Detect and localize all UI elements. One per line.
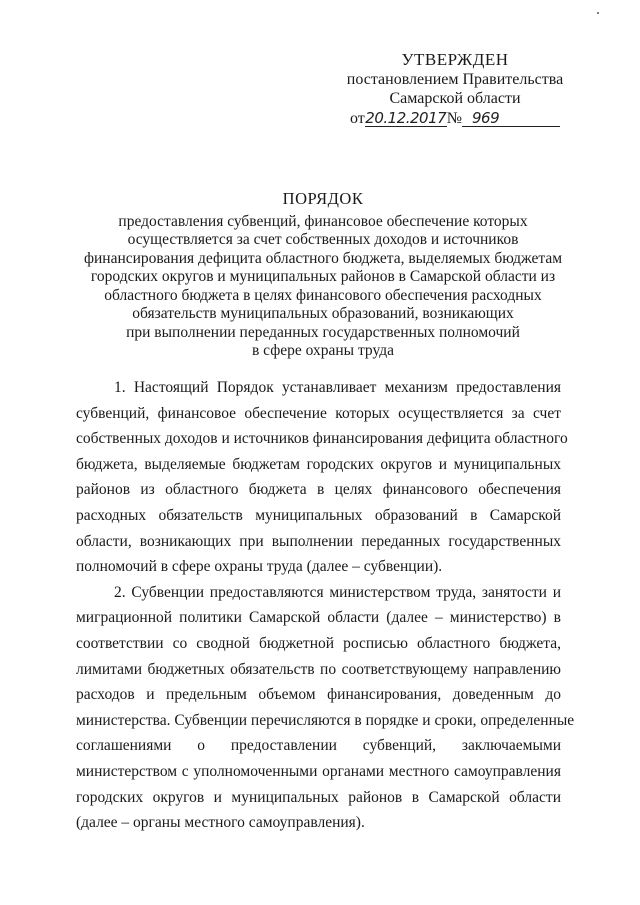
title-line: обязательств муниципальных образований, возникающих <box>132 305 514 322</box>
paragraph-2-line: городских округов и муниципальных районов в Самарской области <box>76 788 561 806</box>
paragraph-1-line: расходных обязательств муниципальных образований в Самарской <box>76 506 561 524</box>
approval-heading: УТВЕРЖДЕН <box>401 50 509 69</box>
title-line: финансирования дефицита областного бюджета, выделяемых бюджетам <box>83 249 563 267</box>
paragraph-2-line: 2. Субвенции предоставляются министерством труда, занятости и <box>114 583 561 601</box>
paragraph-1-line: собственных доходов и источников финансирования дефицита областного <box>76 430 568 448</box>
paragraph-2-line: министерства. Субвенции перечисляются в порядке и сроки, определенные <box>76 711 575 729</box>
approval-from-prefix: от <box>349 110 365 127</box>
scan-speck <box>597 12 599 14</box>
paragraph-1-line: районов из областного бюджета в целях финансового обеспечения <box>76 481 561 499</box>
approval-number: 969 <box>462 110 560 127</box>
paragraph-2-line: миграционной политики Самарской области (далее – министерство) в <box>76 609 561 627</box>
paragraph-1-line: области, возникающих при выполнении переданных государственных <box>76 532 561 550</box>
title-line: городских округов и муниципальных районов в Самарской области из <box>90 268 556 285</box>
paragraph-1-line: 1. Настоящий Порядок устанавливает механизм предоставления <box>114 379 561 396</box>
paragraph-2-line: министерством с уполномоченными органами местного самоуправления <box>76 762 561 780</box>
paragraph-1-line: субвенций, финансовое обеспечение которых осуществляется за счет <box>76 404 561 422</box>
approval-date-number-line <box>330 109 580 128</box>
title-line: при выполнении переданных государственных полномочий <box>126 323 520 341</box>
paragraph-2-line: соответствии со сводной бюджетной росписью областного бюджета, <box>76 634 561 652</box>
title-line: осуществляется за счет собственных доходов и источников <box>127 231 519 248</box>
approval-line-2: Самарской области <box>389 90 521 107</box>
approval-date: 20.12.2017 <box>365 109 447 127</box>
title-main: ПОРЯДОК <box>282 189 364 208</box>
title-line: областного бюджета в целях финансового обеспечения расходных <box>104 286 542 304</box>
paragraph-1-line: бюджета, выделяемые бюджетам городских округов и муниципальных <box>76 455 561 473</box>
document-title <box>78 190 568 361</box>
approval-stamp <box>330 50 580 128</box>
document-body <box>76 375 575 836</box>
title-line: предоставления субвенций, финансовое обеспечение которых <box>118 212 528 230</box>
paragraph-2-line: соглашениями о предоставлении субвенций, заключаемыми <box>76 737 561 755</box>
paragraph-1-line: полномочий в сфере охраны труда (далее – субвенции). <box>76 558 443 576</box>
paragraph-2-line: расходов и предельным объемом финансирования, доведенным до <box>76 686 561 704</box>
paragraph-2-line: (далее – органы местного самоуправления). <box>76 814 365 832</box>
paragraph-2-line: лимитами бюджетных обязательств по соответствующему направлению <box>76 660 561 678</box>
approval-number-sign: № <box>446 110 463 127</box>
approval-line-1: постановлением Правительства <box>346 71 564 88</box>
title-line: в сфере охраны труда <box>251 342 395 359</box>
